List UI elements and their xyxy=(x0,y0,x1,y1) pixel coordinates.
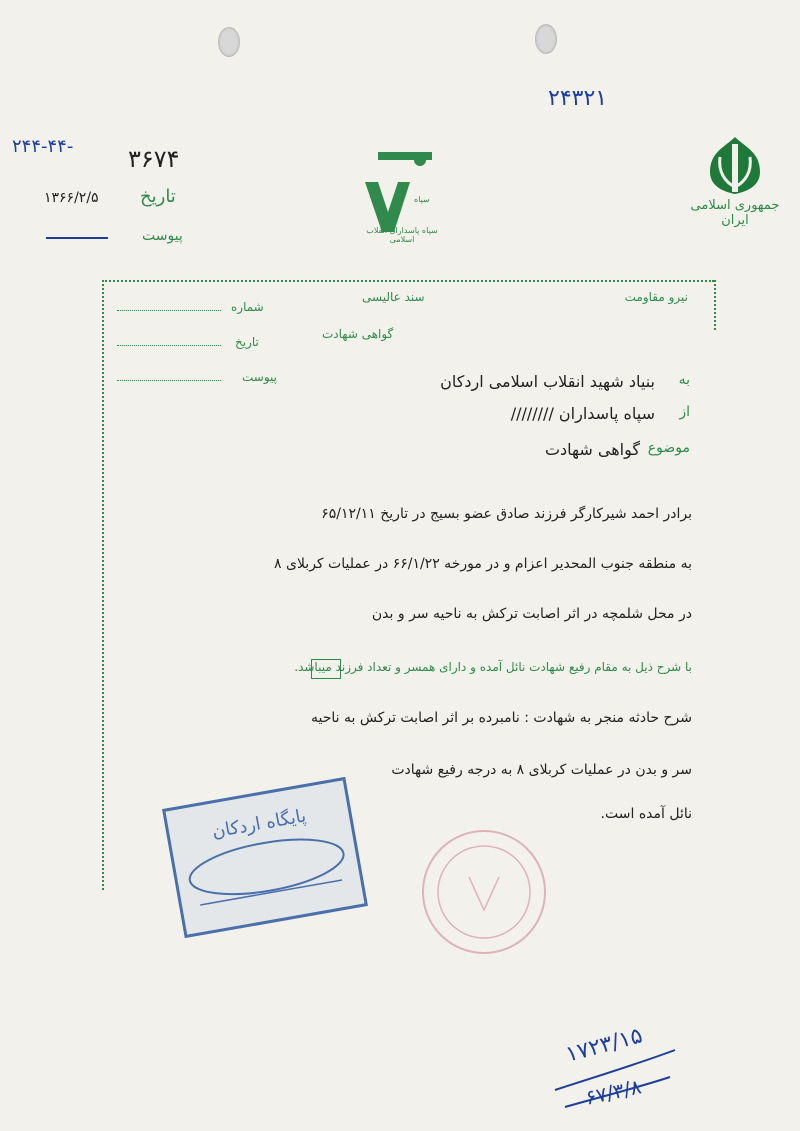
form-attachment-label: پیوست xyxy=(242,370,277,384)
body-line-2: به منطقه جنوب المحدیر اعزام و در مورخه ۶۶/۱/۲۲ در عملیات کربلای ۸ xyxy=(274,556,692,572)
iran-emblem xyxy=(690,132,780,227)
body-line-7: نائل آمده است. xyxy=(600,806,692,822)
form-date-line xyxy=(117,345,221,346)
body-line-1: برادر احمد شیرکارگر فرزند صادق عضو بسیج در تاریخ ۶۵/۱۲/۱۱ xyxy=(321,506,692,522)
body-line-6: سر و بدن در عملیات کربلای ۸ به درجه رفیع شهادت xyxy=(391,762,692,778)
date-value: ۱۳۶۶/۲/۵ xyxy=(44,190,99,206)
frame-left-border xyxy=(102,280,104,890)
from-value: سپاه پاسداران //////// xyxy=(510,404,655,423)
subject-label: موضوع xyxy=(647,440,690,456)
letter-number: ۳۶۷۴ xyxy=(128,145,180,173)
punch-hole-left xyxy=(218,27,240,57)
form-attachment-line xyxy=(117,380,221,381)
subject-value: گواهی شهادت xyxy=(544,440,640,459)
date-label: تاریخ xyxy=(140,186,176,207)
red-stamp xyxy=(422,830,546,954)
irgc-caption: سپاه پاسداران انقلاب اسلامی xyxy=(366,226,438,244)
frame-right-border xyxy=(714,280,716,330)
frame-top-border xyxy=(102,280,714,282)
form-number-label: شماره xyxy=(231,300,264,314)
from-label: از xyxy=(679,404,690,420)
form-number-line xyxy=(117,310,221,311)
iran-emblem-icon xyxy=(690,132,780,202)
attachment-line xyxy=(46,237,108,239)
blue-official-stamp xyxy=(162,777,368,938)
family-count-box xyxy=(311,659,341,679)
stamp-blue-inner-icon xyxy=(166,780,365,934)
bottom-note-2: ۶۷/۳/۸ xyxy=(583,1074,644,1110)
top-reference-number: ۲۴۳۲۱ xyxy=(548,86,608,111)
svg-text:سپاه: سپاه xyxy=(414,195,430,204)
body-line-5: شرح حادثه منجر به شهادت : نامبرده بر اثر اصابت ترکش به ناحیه xyxy=(310,710,692,726)
to-value: بنیاد شهید انقلاب اسلامی اردکان xyxy=(440,372,655,391)
to-label: به xyxy=(678,372,690,388)
bottom-note-1: ۱۷۲۳/۱۵ xyxy=(563,1023,646,1068)
emblem-caption: جمهوری اسلامی ایران xyxy=(690,198,780,228)
red-stamp-seal-icon xyxy=(424,832,544,952)
stamp-blue-text: پایگاه اردکان xyxy=(210,805,308,843)
section-subtitle: گواهی شهادت xyxy=(322,327,394,341)
letter-reference: ۲۴۴-۴۴- xyxy=(12,136,74,157)
body-line-3: در محل شلمچه در اثر اصابت ترکش به ناحیه سر و بدن xyxy=(371,606,692,622)
section-unit: نیرو مقاومت xyxy=(624,290,688,304)
section-title: سند عالیسی xyxy=(362,290,425,304)
bottom-underline-mark-icon xyxy=(545,1025,685,1115)
punch-hole-right xyxy=(535,24,557,54)
form-date-label: تاریخ xyxy=(235,335,259,349)
attachment-label: پیوست xyxy=(142,228,183,244)
body-line-4: با شرح ذیل به مقام رفیع شهادت نائل آمده و دارای همسر و تعداد فرزند میباشد. xyxy=(294,660,692,674)
irgc-logo xyxy=(360,142,444,242)
